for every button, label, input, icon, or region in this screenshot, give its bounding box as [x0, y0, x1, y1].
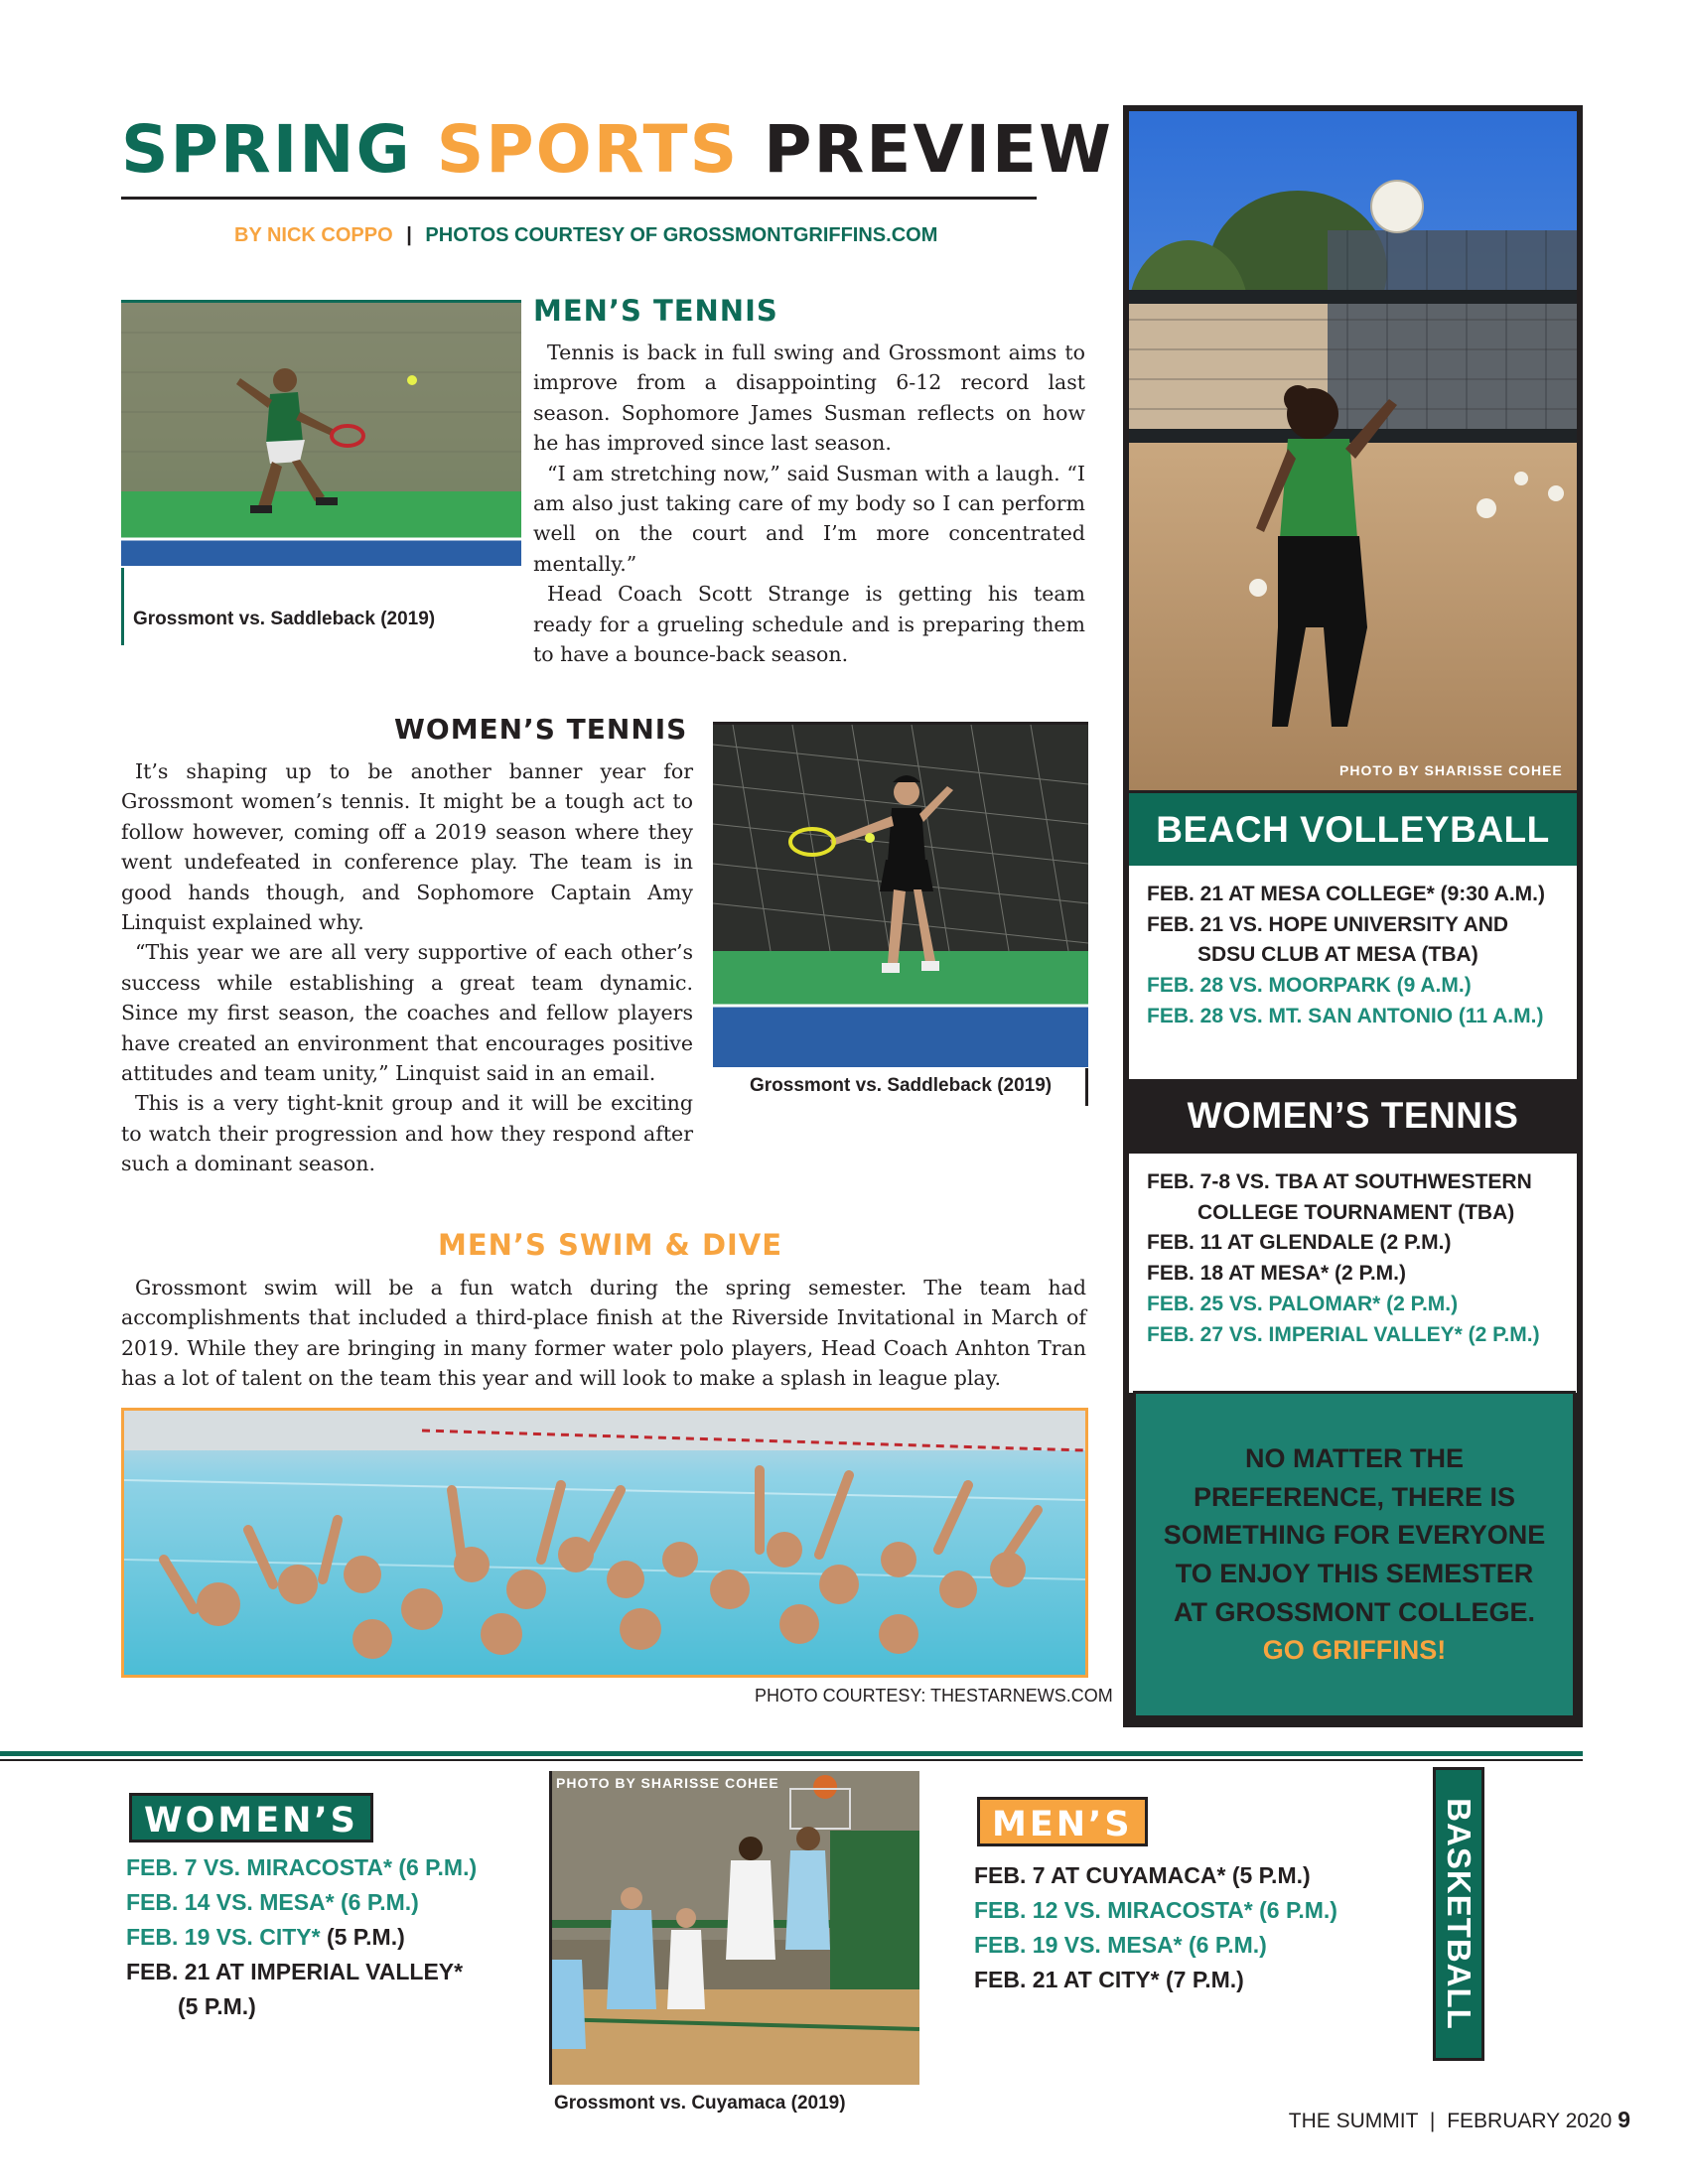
schedule-item: FEB. 21 AT IMPERIAL VALLEY*	[126, 1959, 464, 1984]
swim-heading: MEN’S SWIM & DIVE	[438, 1228, 783, 1262]
schedule-item: FEB. 21 AT CITY* (7 P.M.)	[974, 1967, 1244, 1992]
swim-paragraph: Grossmont swim will be a fun watch during the spring semester. The team had accomplishments that included a third-place finish at the Riverside Invitational in March of 2019. While they are bringing in many former water polo players, Head Coach Anhton Tran has a lot of talent on the team this year and will look to make a splash in league play.	[121, 1276, 1086, 1391]
basketball-photo-caption: Grossmont vs. Cuyamaca (2019)	[554, 2093, 846, 2114]
author-byline: BY NICK COPPO	[234, 224, 393, 246]
schedule-item: FEB. 19 VS. MESA* (6 P.M.)	[974, 1932, 1267, 1958]
schedule-item: FEB. 11 AT GLENDALE (2 P.M.)	[1147, 1231, 1452, 1255]
beach-volleyball-schedule	[1129, 866, 1577, 1079]
womens-tennis-body	[121, 756, 693, 1179]
promo-go-griffins: GO GRIFFINS!	[1262, 1635, 1447, 1666]
schedule-item-time: (5 P.M.)	[326, 1924, 405, 1950]
schedule-item: FEB. 12 VS. MIRACOSTA* (6 P.M.)	[974, 1897, 1337, 1923]
womens-tennis-paragraph: This is a very tight-knit group and it will be exciting to watch their progression and how they respond after such a dominant season.	[121, 1091, 693, 1176]
page-footer	[1289, 2107, 1630, 2133]
page-title	[121, 111, 1113, 188]
schedule-item: FEB. 7 VS. MIRACOSTA* (6 P.M.)	[126, 1854, 478, 1880]
title-word-preview: PREVIEW	[764, 111, 1113, 188]
womens-tennis-heading: WOMEN’S TENNIS	[394, 713, 688, 746]
mens-tennis-heading: MEN’S TENNIS	[533, 294, 778, 328]
basketball-section-rule	[0, 1751, 1583, 1756]
schedule-item: FEB. 27 VS. IMPERIAL VALLEY* (2 P.M.)	[1147, 1322, 1540, 1346]
womens-basketball-schedule	[126, 1850, 477, 2024]
swim-body	[121, 1273, 1086, 1394]
womens-tennis-schedule-title: WOMEN’S TENNIS	[1129, 1079, 1577, 1152]
schedule-item: FEB. 28 VS. MOORPARK (9 A.M.)	[1147, 974, 1472, 998]
schedule-item: FEB. 21 VS. HOPE UNIVERSITY AND	[1147, 912, 1509, 936]
schedule-item: FEB. 7 AT CUYAMACA* (5 P.M.)	[974, 1862, 1311, 1888]
schedule-item: (5 P.M.)	[178, 1993, 256, 2019]
mens-tennis-paragraph: Head Coach Scott Strange is getting his team ready for a grueling schedule and is preparing them to have a bounce-back season.	[533, 582, 1085, 667]
byline	[234, 224, 937, 247]
byline-separator: |	[406, 224, 412, 246]
mens-tennis-caption-rule	[121, 568, 124, 645]
beach-volleyball-photo	[1129, 111, 1577, 790]
title-word-spring: SPRING	[121, 111, 412, 188]
mens-basketball-label: MEN’S	[977, 1797, 1148, 1846]
mens-tennis-paragraph: Tennis is back in full swing and Grossmont aims to improve from a disappointing 6-12 record last season. Sophomore James Susman reflects on how he has improved since last season.	[533, 341, 1085, 456]
schedule-item: FEB. 25 VS. PALOMAR* (2 P.M.)	[1147, 1292, 1459, 1315]
promo-line: TO ENJOY THIS SEMESTER	[1175, 1559, 1534, 1588]
title-word-sports: SPORTS	[436, 111, 740, 188]
publication-name: THE SUMMIT	[1288, 2110, 1419, 2132]
mens-tennis-paragraph: “I am stretching now,” said Susman with a laugh. “I am also just taking care of my body so I can perform well on the court and I’m more concentrated mentally.”	[533, 461, 1085, 576]
promo-line: SOMETHING FOR EVERYONE	[1163, 1520, 1546, 1551]
promo-line: PREFERENCE, THERE IS	[1193, 1481, 1516, 1512]
promo-line: NO MATTER THE	[1245, 1443, 1464, 1474]
beach-volleyball-title: BEACH VOLLEYBALL	[1129, 793, 1577, 866]
womens-tennis-caption-rule	[1085, 1068, 1088, 1106]
basketball-vertical-text: BASKETBALL	[1441, 1798, 1477, 2030]
mens-basketball-schedule	[974, 1858, 1337, 1997]
promo-line: AT GROSSMONT COLLEGE.	[1174, 1596, 1535, 1627]
mens-tennis-body	[533, 338, 1085, 669]
womens-basketball-label: WOMEN’S	[129, 1793, 373, 1843]
mens-tennis-photo	[121, 300, 521, 566]
photo-credit-line: PHOTOS COURTESY OF GROSSMONTGRIFFINS.COM	[425, 224, 938, 246]
womens-tennis-paragraph: “This year we are all very supportive of each other’s success while establishing a great team dynamic. Since my first season, the coaches and fellow players have created an environment that encourages positive attitudes and team unity,” Linquist said in an email.	[121, 940, 693, 1086]
volleyball-photo-credit: PHOTO BY SHARISSE COHEE	[1339, 762, 1563, 778]
schedule-item: FEB. 18 AT MESA* (2 P.M.)	[1147, 1262, 1406, 1286]
schedule-item: FEB. 28 VS. MT. SAN ANTONIO (11 A.M.)	[1147, 1004, 1544, 1027]
page-number: 9	[1618, 2107, 1630, 2132]
schedule-item: FEB. 14 VS. MESA* (6 P.M.)	[126, 1889, 419, 1915]
mens-tennis-photo-caption: Grossmont vs. Saddleback (2019)	[133, 609, 436, 629]
basketball-photo	[549, 1771, 919, 2085]
basketball-photo-credit: PHOTO BY SHARISSE COHEE	[556, 1775, 779, 1791]
schedule-item: FEB. 19 VS. CITY*	[126, 1924, 321, 1950]
basketball-section-rule-thin	[0, 1759, 1583, 1761]
womens-tennis-paragraph: It’s shaping up to be another banner year for Grossmont women’s tennis. It might be a tough act to follow however, coming off a 2019 season where they went undefeated in conference play. The team is in good hands though, and Sophomore Captain Amy Linquist explained why.	[121, 759, 693, 935]
schedule-item: COLLEGE TOURNAMENT (TBA)	[1197, 1200, 1515, 1224]
schedule-item: SDSU CLUB AT MESA (TBA)	[1197, 943, 1478, 967]
schedule-item: FEB. 21 AT MESA COLLEGE* (9:30 A.M.)	[1147, 883, 1545, 905]
womens-tennis-schedule	[1129, 1154, 1577, 1381]
basketball-section-label	[1433, 1767, 1484, 2061]
swim-photo-credit: PHOTO COURTESY: THESTARNEWS.COM	[755, 1686, 1113, 1706]
swim-team-photo	[121, 1408, 1088, 1678]
promo-box	[1133, 1391, 1576, 1718]
womens-tennis-photo-caption: Grossmont vs. Saddleback (2019)	[750, 1075, 1053, 1096]
schedule-item: FEB. 7-8 VS. TBA AT SOUTHWESTERN	[1147, 1170, 1532, 1193]
issue-date: FEBRUARY 2020	[1447, 2110, 1613, 2132]
footer-separator: |	[1429, 2110, 1436, 2132]
womens-tennis-photo	[713, 722, 1088, 1067]
title-rule	[121, 197, 1037, 200]
